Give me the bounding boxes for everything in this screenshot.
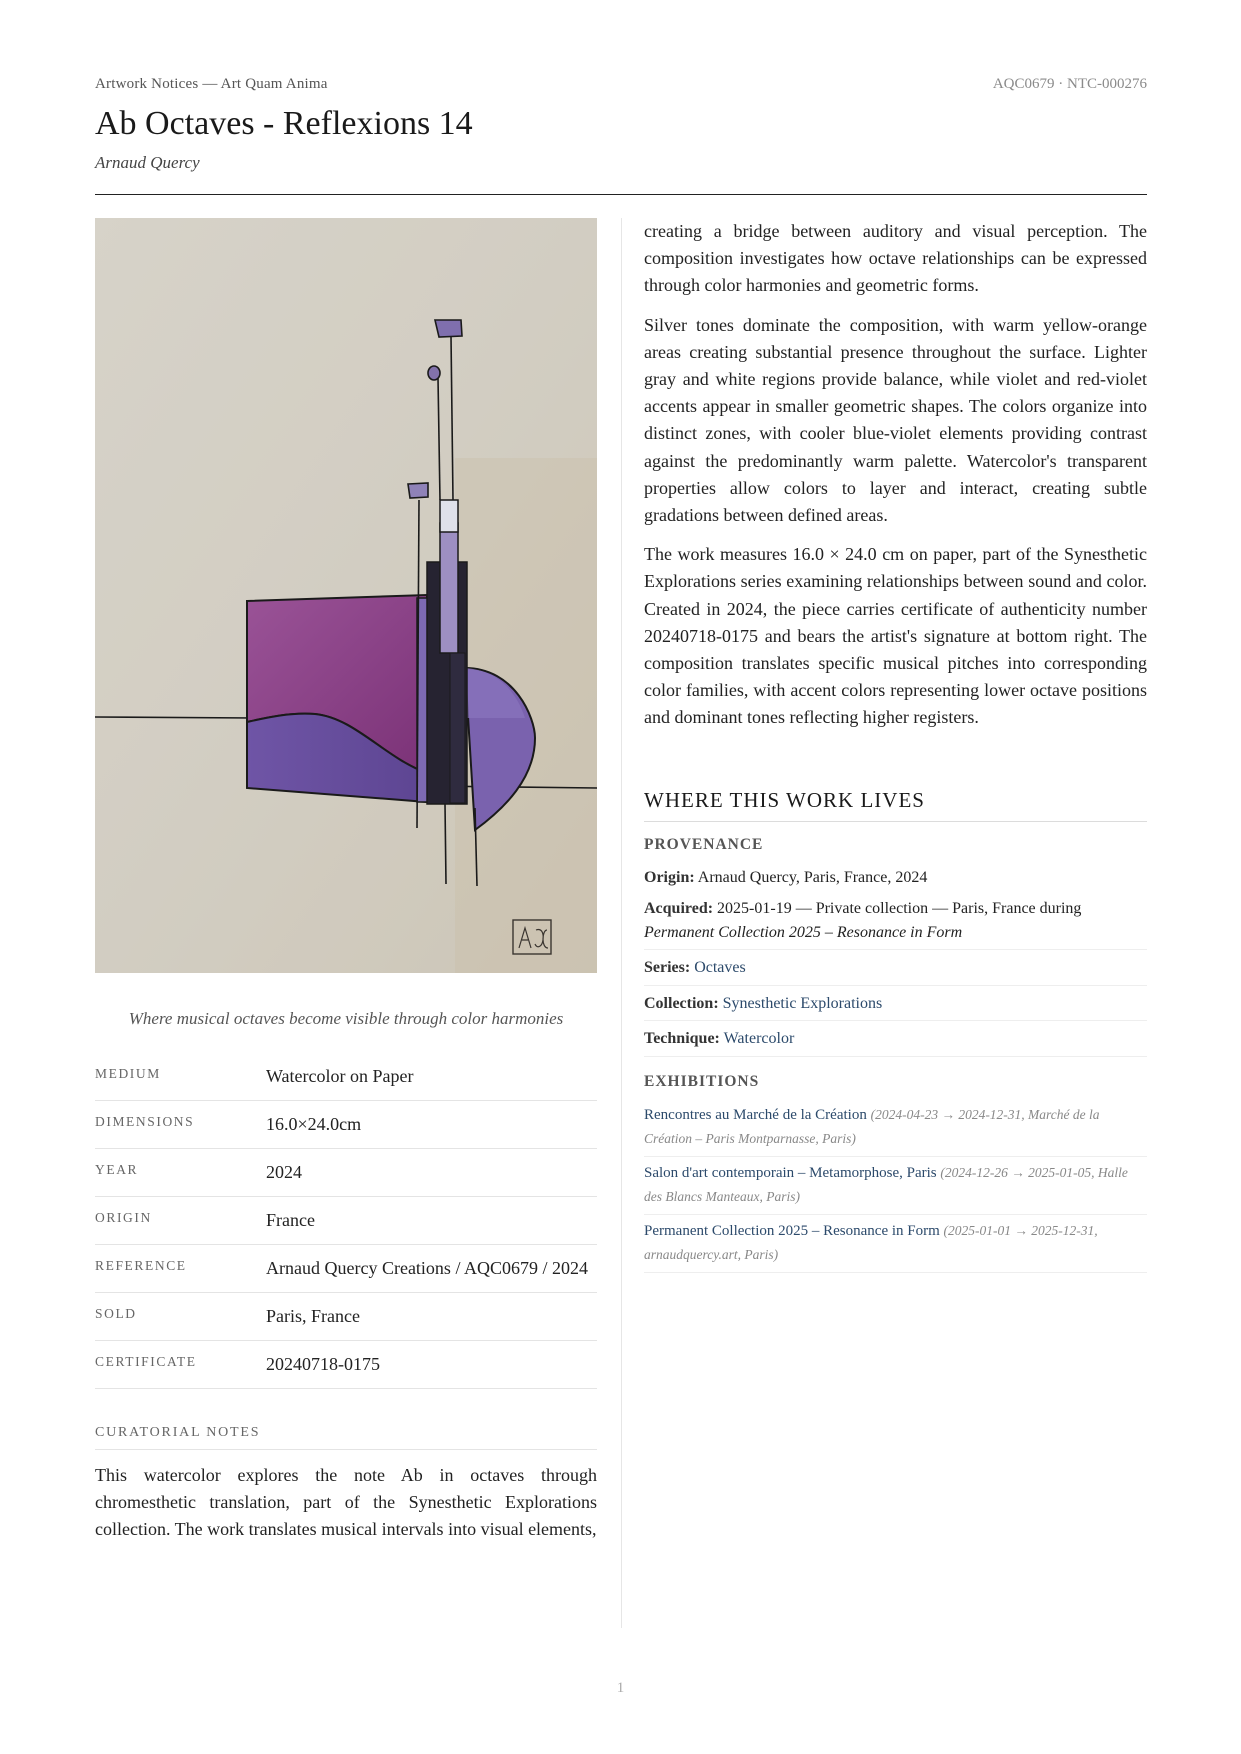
spec-label: SOLD <box>95 1306 137 1321</box>
artist-name: Arnaud Quercy <box>95 153 200 172</box>
exhibition-meta: (2024-04-23 → 2024-12-31, Marché de la Création – Paris Montparnasse, Paris) <box>644 1106 1100 1146</box>
spec-label: YEAR <box>95 1162 139 1177</box>
spec-value: France <box>266 1210 315 1230</box>
series-label: Series: <box>644 959 691 977</box>
page-number: 1 <box>616 1680 625 1696</box>
acquired-event: Permanent Collection 2025 – Resonance in Form <box>644 923 963 941</box>
spec-value: Watercolor on Paper <box>266 1066 414 1086</box>
spec-label: CERTIFICATE <box>95 1354 197 1369</box>
exhibition-item <box>644 1215 1147 1273</box>
spec-value: 2024 <box>266 1162 302 1182</box>
exhibition-item <box>644 1157 1147 1215</box>
spec-table <box>95 1053 597 1389</box>
body-paragraph: The work measures 16.0 × 24.0 cm on paper, part of the Synesthetic Explorations series examining relationships between sound and color. Created in 2024, the piece carries certificate of authenticity number 20240718-0175 and bears the artist's signature at bottom right. The composition translates specific musical pitches into corresponding color families, with accent colors representing lower octave positions and dominant tones reflecting higher registers. <box>644 544 1147 728</box>
spec-row-certificate <box>95 1341 597 1389</box>
publication-name: Artwork Notices — Art Quam Anima <box>95 76 328 92</box>
technique-link[interactable]: Watercolor <box>723 1030 795 1048</box>
exhibition-item <box>644 1099 1147 1157</box>
notice-page <box>95 0 1147 1754</box>
provenance-heading: PROVENANCE <box>644 835 764 853</box>
technique-label: Technique: <box>644 1030 720 1048</box>
body-paragraph: creating a bridge between auditory and visual perception. The composition investigates how octave relationships can be expressed through color harmonies and geometric forms. <box>644 221 1147 296</box>
provenance-acquired <box>644 891 1147 950</box>
provenance-technique <box>644 1021 1147 1057</box>
spec-label: MEDIUM <box>95 1066 161 1081</box>
artwork-image <box>95 218 597 973</box>
column-divider <box>621 218 622 1628</box>
provenance-series <box>644 950 1147 986</box>
origin-label: Origin: <box>644 868 695 886</box>
spec-value: Paris, France <box>266 1306 360 1326</box>
spec-row-origin <box>95 1197 597 1245</box>
exhibition-link[interactable]: Rencontres au Marché de la Création <box>644 1106 867 1123</box>
artwork-caption: Where musical octaves become visible through color harmonies <box>128 1009 564 1028</box>
spec-value: 16.0×24.0cm <box>266 1114 362 1134</box>
exhibitions-list <box>644 1099 1147 1273</box>
series-link[interactable]: Octaves <box>694 959 746 977</box>
exhibition-link[interactable]: Permanent Collection 2025 – Resonance in Form <box>644 1222 940 1239</box>
where-it-lives-heading: WHERE THIS WORK LIVES <box>644 788 1147 822</box>
provenance-collection <box>644 986 1147 1022</box>
collection-link[interactable]: Synesthetic Explorations <box>722 994 883 1012</box>
reference-code: AQC0679 · NTC-000276 <box>992 76 1147 92</box>
exhibitions-heading: EXHIBITIONS <box>644 1072 760 1090</box>
right-column <box>644 218 1147 1273</box>
spec-row-reference <box>95 1245 597 1293</box>
spec-label: REFERENCE <box>95 1258 187 1273</box>
spec-row-medium <box>95 1053 597 1101</box>
curatorial-heading: CURATORIAL NOTES <box>95 1425 597 1450</box>
spec-label: DIMENSIONS <box>95 1114 195 1129</box>
exhibition-link[interactable]: Salon d'art contemporain – Metamorphose, Paris <box>644 1164 937 1181</box>
spec-label: ORIGIN <box>95 1210 152 1225</box>
left-column <box>95 218 597 1543</box>
acquired-value: 2025-01-19 — Private collection — Paris, France during <box>717 900 1082 918</box>
spec-row-sold <box>95 1293 597 1341</box>
spec-row-dimensions <box>95 1101 597 1149</box>
header-divider <box>95 194 1147 195</box>
spec-value: Arnaud Quercy Creations / AQC0679 / 2024 <box>266 1258 588 1278</box>
spec-value: 20240718-0175 <box>266 1354 380 1374</box>
exhibition-meta: (2025-01-01 → 2025-12-31, arnaudquercy.art, Paris) <box>644 1222 1098 1262</box>
origin-value: Arnaud Quercy, Paris, France, 2024 <box>697 868 928 886</box>
provenance-origin <box>644 860 1147 892</box>
exhibition-meta: (2024-12-26 → 2025-01-05, Halle des Blancs Manteaux, Paris) <box>644 1164 1128 1204</box>
acquired-label: Acquired: <box>644 900 714 918</box>
artwork-title: Ab Octaves - Reflexions 14 <box>95 105 473 142</box>
body-paragraph: Silver tones dominate the composition, with warm yellow-orange areas creating substantial presence throughout the surface. Lighter gray and white regions provide balance, while violet and red-violet accents appear in smaller geometric shapes. The colors organize into distinct zones, with cooler blue-violet elements providing contrast against the predominantly warm palette. Watercolor's transparent properties allow colors to layer and interact, creating subtle gradations between defined areas. <box>644 314 1147 526</box>
spec-row-year <box>95 1149 597 1197</box>
running-header <box>95 76 1147 96</box>
collection-label: Collection: <box>644 994 719 1012</box>
curatorial-text: This watercolor explores the note Ab in octaves through chromesthetic translation, part of the Synesthetic Explorations collection. The work translates musical intervals into visual elements, <box>95 1465 597 1539</box>
